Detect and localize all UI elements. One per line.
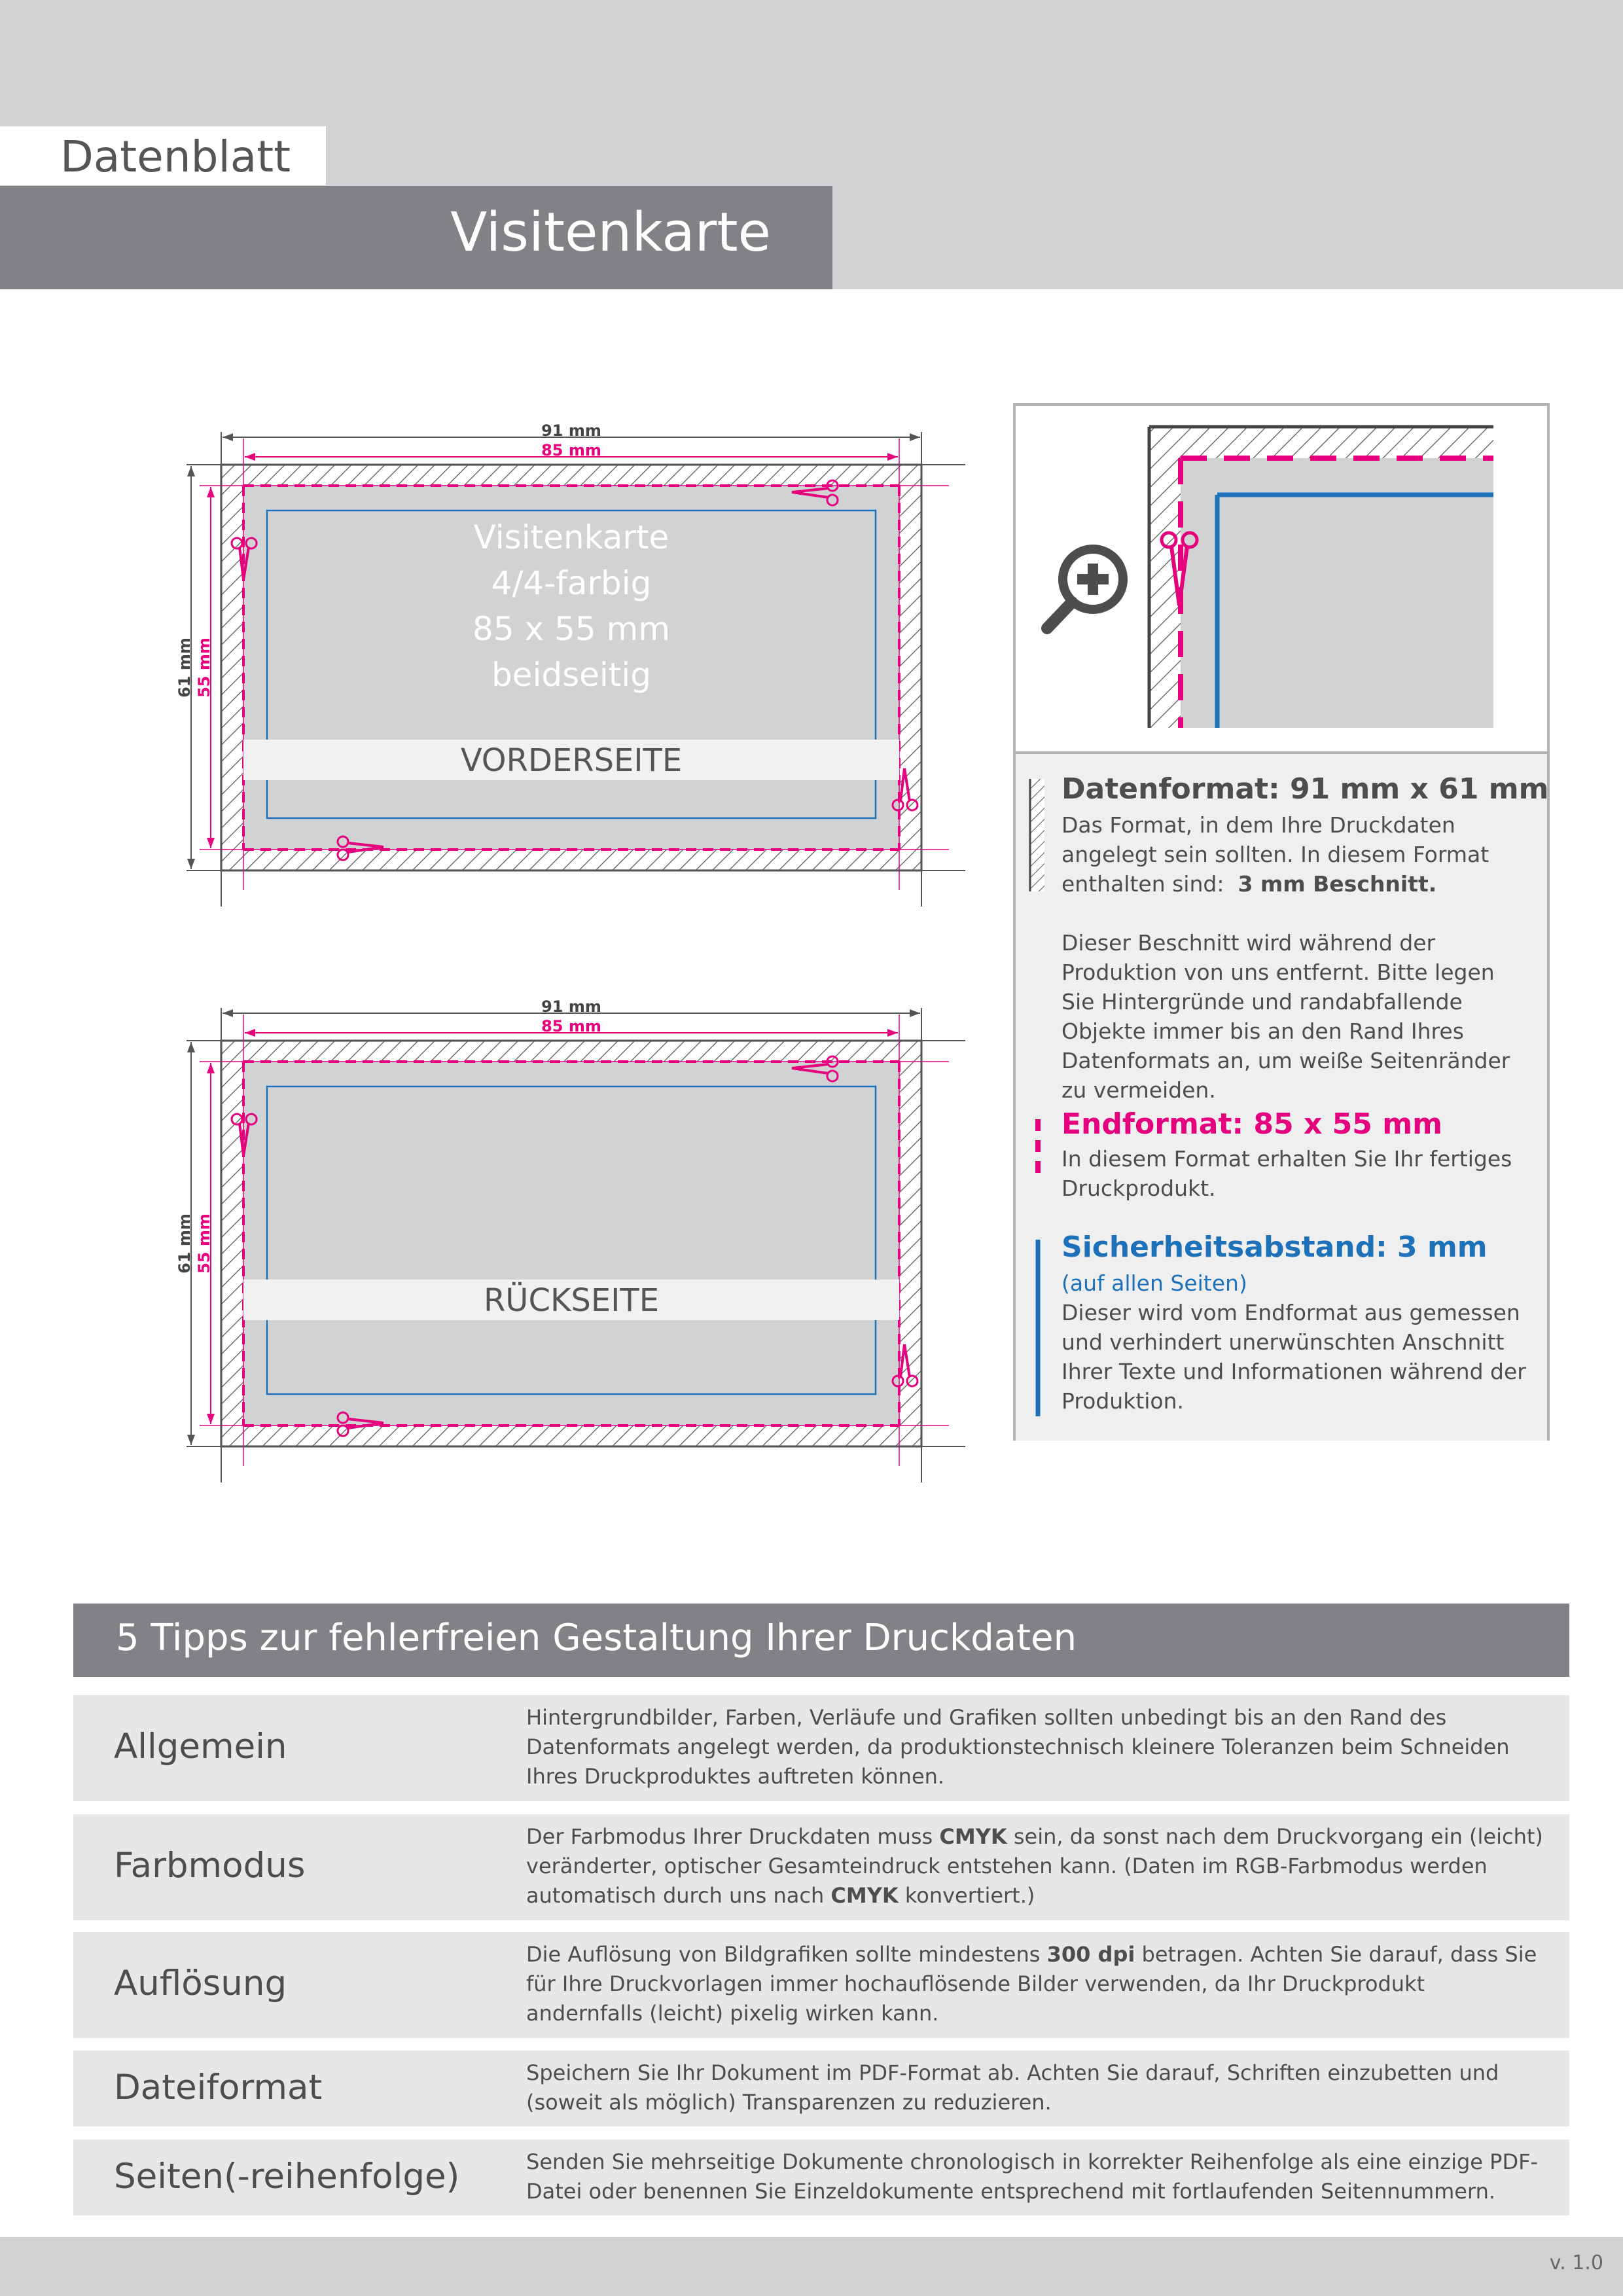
magnifier-plus-icon (1047, 549, 1123, 628)
card-text-line: beidseitig (491, 656, 652, 694)
zoom-detail (1021, 412, 1544, 740)
endformat-heading: Endformat: 85 x 55 mm (1061, 1107, 1442, 1141)
side-label: VORDERSEITE (460, 742, 683, 779)
tip-text (526, 1940, 1547, 2028)
arrow-head (245, 1029, 255, 1037)
arrow-head (187, 1435, 195, 1445)
dim-width-outer: 91 mm (541, 997, 601, 1016)
tip-text-bold: CMYK (939, 1824, 1007, 1849)
card-area (1181, 458, 1493, 728)
tip-text: Hintergrundbilder, Farben, Verläufe und Grafiken sollten unbedingt bis an den Rand des Datenformats angelegt werden, da produktionstechnisch kleinere Toleranzen beim Schneiden Ihres Druckproduktes auftreten können. (526, 1705, 1510, 1789)
arrow-head (887, 453, 898, 461)
page-title: Visitenkarte (450, 202, 771, 264)
datenformat-heading: Datenformat: 91 mm x 61 mm (1061, 772, 1549, 806)
tip-label: Allgemein (114, 1727, 287, 1767)
tip-text: Senden Sie mehrseitige Dokumente chronologisch in korrekter Reihenfolge als eine einzige PDF-Datei oder benennen Sie Einzeldokumente entsprechend mit fortlaufenden Seitennummern. (526, 2149, 1539, 2204)
tip-text: Speichern Sie Ihr Dokument im PDF-Format ab. Achten Sie darauf, Schriften einzubetten und (soweit als möglich) Transparenzen zu reduzieren. (526, 2060, 1499, 2115)
tip-label: Dateiformat (114, 2068, 323, 2108)
arrow-head (887, 1029, 898, 1037)
dim-width-outer: 91 mm (541, 422, 601, 440)
side-label: RÜCKSEITE (483, 1282, 660, 1319)
arrow-head (910, 433, 920, 441)
arrow-head (207, 1414, 215, 1424)
tip-text-part: konvertiert.) (898, 1883, 1035, 1908)
tips-header (73, 1604, 1569, 1677)
page-title-bar (0, 186, 832, 289)
hatch-bar-icon (1029, 779, 1046, 891)
front-diagram (170, 412, 975, 923)
tip-text-part: Die Auflösung von Bildgrafiken sollte mindestens (526, 1942, 1047, 1967)
datenformat-text-2: Dieser Beschnitt wird während der Produktion von uns entfernt. Bitte legen Sie Hintergründe und randabfallende Objekte immer bis an den Rand Ihres Datenformats an, um weiße Seitenränder zu vermeiden. (1061, 930, 1510, 1103)
tip-row (73, 1814, 1569, 1920)
tip-label: Seiten(-reihenfolge) (114, 2157, 460, 2197)
document-type-text: Datenblatt (60, 132, 291, 182)
tip-text-bold: 300 dpi (1046, 1942, 1135, 1967)
card-text-line: 85 x 55 mm (473, 610, 670, 648)
version-label: v. 1.0 (1549, 2251, 1603, 2274)
tip-row (73, 1932, 1569, 2038)
card-text-line: Visitenkarte (473, 518, 669, 556)
arrow-head (207, 838, 215, 848)
tip-text-part: betragen. Achten Sie darauf, dass Sie für Ihre Druckvorlagen immer hochauflösende Bilder verwenden, da Ihr Druckprodukt andernfalls (leicht) pixelig wirken kann. (526, 1942, 1537, 2026)
tip-text-part: Der Farbmodus Ihrer Druckdaten muss (526, 1824, 940, 1849)
tip-row (73, 2051, 1569, 2126)
info-text-section (1016, 751, 1547, 1441)
sicherheit-sub: (auf allen Seiten) (1061, 1270, 1247, 1296)
document-type-label (0, 126, 326, 185)
tip-text-bold: CMYK (830, 1883, 899, 1908)
datenformat-text-bold: 3 mm Beschnitt. (1238, 871, 1437, 897)
tip-text-part: sein, da sonst nach dem Druckvorgang ein (leicht) veränderter, optischer Gesamteindruck entstehen kann. (Daten im RGB-Farbmodus werden automatisch durch uns nach (526, 1824, 1543, 1908)
footer-band (0, 2237, 1623, 2296)
sicherheit-text: Dieser wird vom Endformat aus gemessen und verhindert unerwünschten Anschnitt Ihrer Texte und Informationen während der Produktion. (1061, 1300, 1526, 1414)
back-diagram (170, 988, 975, 1499)
sicherheit-heading: Sicherheitsabstand: 3 mm (1061, 1230, 1488, 1264)
arrow-head (187, 859, 195, 869)
dim-width-inner: 85 mm (541, 1017, 601, 1035)
dashed-magenta-bar-icon (1029, 1119, 1046, 1173)
tips-title: 5 Tipps zur fehlerfreien Gestaltung Ihrer Druckdaten (116, 1617, 1077, 1659)
tip-row (73, 2140, 1569, 2215)
datenformat-text (1061, 810, 1533, 899)
card-area (243, 1062, 899, 1426)
tip-text (526, 1822, 1547, 1910)
dim-height-outer: 61 mm (175, 637, 194, 698)
arrow-head (207, 487, 215, 497)
datenformat-text-1: Das Format, in dem Ihre Druckdaten angelegt sein sollten. In diesem Format enthalten sind: (1061, 812, 1489, 897)
arrow-head (223, 433, 233, 441)
card-text-line: 4/4-farbig (491, 564, 652, 602)
blue-bar-icon (1029, 1240, 1046, 1416)
arrow-head (207, 1063, 215, 1073)
dim-height-inner: 55 mm (195, 1213, 213, 1274)
dim-height-outer: 61 mm (175, 1213, 194, 1274)
endformat-text: In diesem Format erhalten Sie Ihr fertiges Druckprodukt. (1061, 1146, 1512, 1201)
tip-label: Farbmodus (114, 1846, 306, 1886)
dim-height-inner: 55 mm (195, 637, 213, 698)
tip-row (73, 1695, 1569, 1801)
arrow-head (187, 466, 195, 476)
arrow-head (245, 453, 255, 461)
arrow-head (187, 1042, 195, 1052)
arrow-head (223, 1009, 233, 1017)
tip-label: Auflösung (114, 1964, 287, 2003)
arrow-head (910, 1009, 920, 1017)
dim-width-inner: 85 mm (541, 441, 601, 459)
